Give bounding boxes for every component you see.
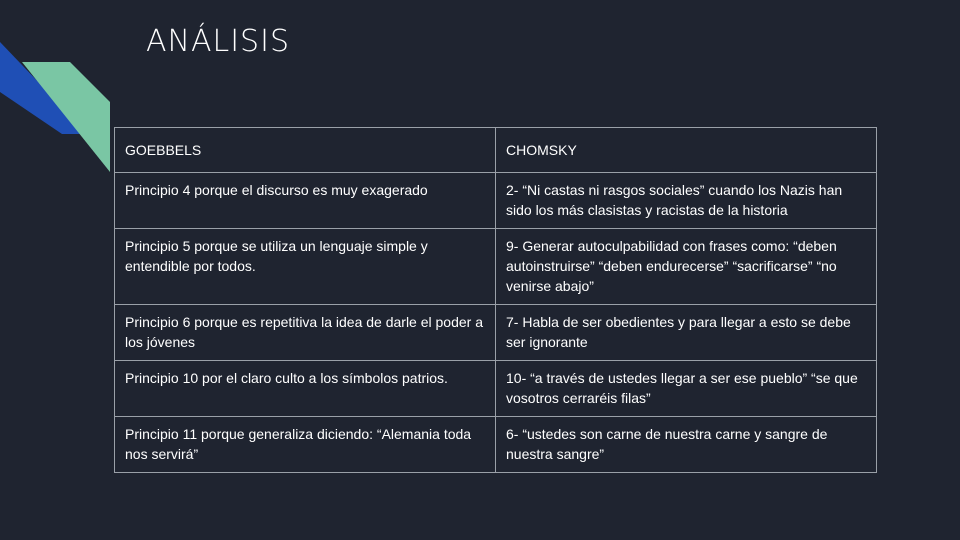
table-row [115, 361, 877, 417]
decorative-stripes [0, 0, 120, 180]
goebbels-cell: Principio 6 porque es repetitiva la idea de darle el poder a los jóvenes [115, 305, 496, 361]
table-header-row [115, 128, 877, 173]
table-row [115, 305, 877, 361]
green-stripe-shape [22, 62, 110, 172]
table-row [115, 417, 877, 473]
slide-title: ANÁLISIS [146, 24, 290, 59]
chomsky-cell: 9- Generar autoculpabilidad con frases como: “deben autoinstruirse” “deben endurecerse” “sacrificarse” “no venirse abajo” [496, 229, 877, 305]
analysis-table [114, 127, 877, 473]
chomsky-cell: 10- “a través de ustedes llegar a ser ese pueblo” “se que vosotros cerraréis filas” [496, 361, 877, 417]
goebbels-cell: Principio 4 porque el discurso es muy exagerado [115, 173, 496, 229]
column-header-goebbels: GOEBBELS [115, 128, 496, 173]
chomsky-cell: 2- “Ni castas ni rasgos sociales” cuando los Nazis han sido los más clasistas y racistas de la historia [496, 173, 877, 229]
goebbels-cell: Principio 10 por el claro culto a los símbolos patrios. [115, 361, 496, 417]
column-header-chomsky: CHOMSKY [496, 128, 877, 173]
chomsky-cell: 6- “ustedes son carne de nuestra carne y sangre de nuestra sangre” [496, 417, 877, 473]
table-row [115, 173, 877, 229]
goebbels-cell: Principio 5 porque se utiliza un lenguaje simple y entendible por todos. [115, 229, 496, 305]
chomsky-cell: 7- Habla de ser obedientes y para llegar a esto se debe ser ignorante [496, 305, 877, 361]
goebbels-cell: Principio 11 porque generaliza diciendo: “Alemania toda nos servirá” [115, 417, 496, 473]
table-row [115, 229, 877, 305]
